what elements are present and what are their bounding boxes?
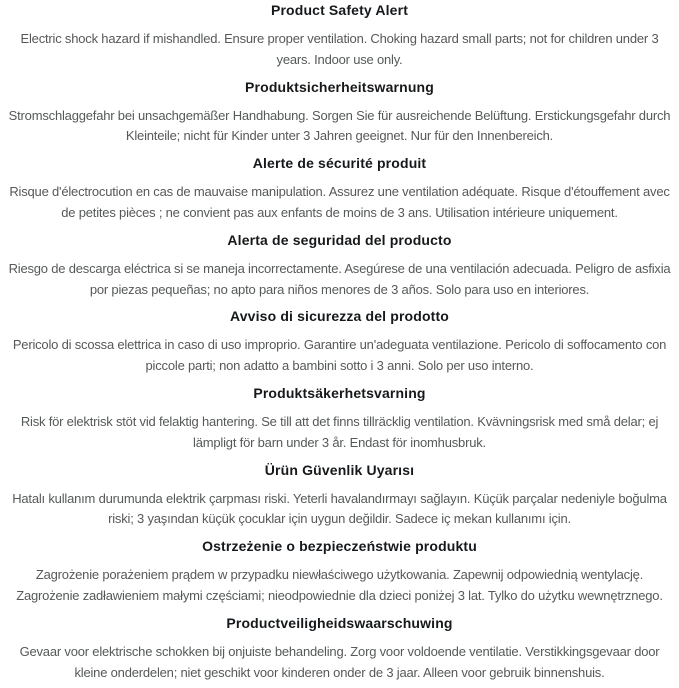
safety-section-heading: Ürün Güvenlik Uyarısı — [264, 461, 415, 478]
safety-section-text: Zagrożenie porażeniem prądem w przypadku niewłaściwego użytkowania. Zapewnij odpowiednią wentylację. Zagrożenie zadławieniem małymi częściami; nieodpowiednie dla dzieci poniżej 3 lat. Tylko do użytku wewnętrznego. — [16, 567, 663, 603]
safety-section-text: Stromschlaggefahr bei unsachgemäßer Handhabung. Sorgen Sie für ausreichende Belüftung. Erstickungsgefahr durch Kleinteile; nicht für Kinder unter 3 Jahren geeignet. Nur für den Innenbereich. — [8, 107, 671, 144]
safety-section — [3, 383, 676, 454]
safety-section — [3, 536, 676, 607]
safety-section — [3, 153, 676, 224]
safety-section-text: Riesgo de descarga eléctrica si se maneja incorrectamente. Asegúrese de una ventilación adecuada. Peligro de asfixia por piezas pequeñas; no apto para niños menores de 3 años. Solo para uso en interiores. — [8, 260, 671, 297]
safety-section — [3, 613, 676, 684]
safety-section-heading: Avviso di sicurezza del prodotto — [230, 308, 449, 325]
safety-section-heading: Produktsicherheitswarnung — [245, 78, 434, 95]
safety-section-heading: Product Safety Alert — [270, 2, 409, 18]
safety-section-text: Risk för elektrisk stöt vid felaktig hantering. Se till att det finns tillräcklig ventilation. Kvävningsrisk med små delar; ej lämpligt för barn under 3 år. Endast för inomhusbruk. — [20, 413, 659, 450]
safety-section — [3, 77, 676, 148]
safety-section-heading: Ostrzeżenie o bezpieczeństwie produktu — [202, 538, 477, 555]
safety-section-heading: Productveiligheidswaarschuwing — [226, 614, 453, 631]
safety-section-text: Gevaar voor elektrische schokken bij onjuiste behandeling. Zorg voor voldoende ventilatie. Verstikkingsgevaar door kleine onderdelen; niet geschikt voor kinderen onder de 3 jaar. Alleen voor gebruik binnenshuis. — [19, 643, 660, 680]
safety-section — [3, 230, 676, 301]
safety-section-text: Electric shock hazard if mishandled. Ensure proper ventilation. Choking hazard small parts; not for children under 3 years. Indoor use only. — [20, 31, 659, 67]
safety-section — [3, 460, 676, 531]
safety-section-text: Risque d'électrocution en cas de mauvaise manipulation. Assurez une ventilation adéquate. Risque d'étouffement avec de petites pièces ; ne convient pas aux enfants de moins de 3 ans. Utilisation intérieure uniquement. — [9, 184, 670, 220]
safety-section-heading: Alerta de seguridad del producto — [227, 231, 452, 248]
safety-section-text: Hatalı kullanım durumunda elektrik çarpması riski. Yeterli havalandırmayı sağlayın. Küçük parçalar nedeniyle boğulma riski; 3 yaşından küçük çocuklar için uygun değildir. Sadece iç mekan kullanımı için. — [12, 490, 667, 527]
safety-section-heading: Alerte de sécurité produit — [252, 155, 427, 172]
safety-section — [3, 306, 676, 377]
safety-section — [3, 0, 676, 71]
safety-section-text: Pericolo di scossa elettrica in caso di uso improprio. Garantire un'adeguata ventilazione. Pericolo di soffocamento con piccole parti; non adatto a bambini sotto i 3 anni. Solo per uso interno. — [12, 337, 667, 374]
safety-section-heading: Produktsäkerhetsvarning — [253, 384, 426, 401]
